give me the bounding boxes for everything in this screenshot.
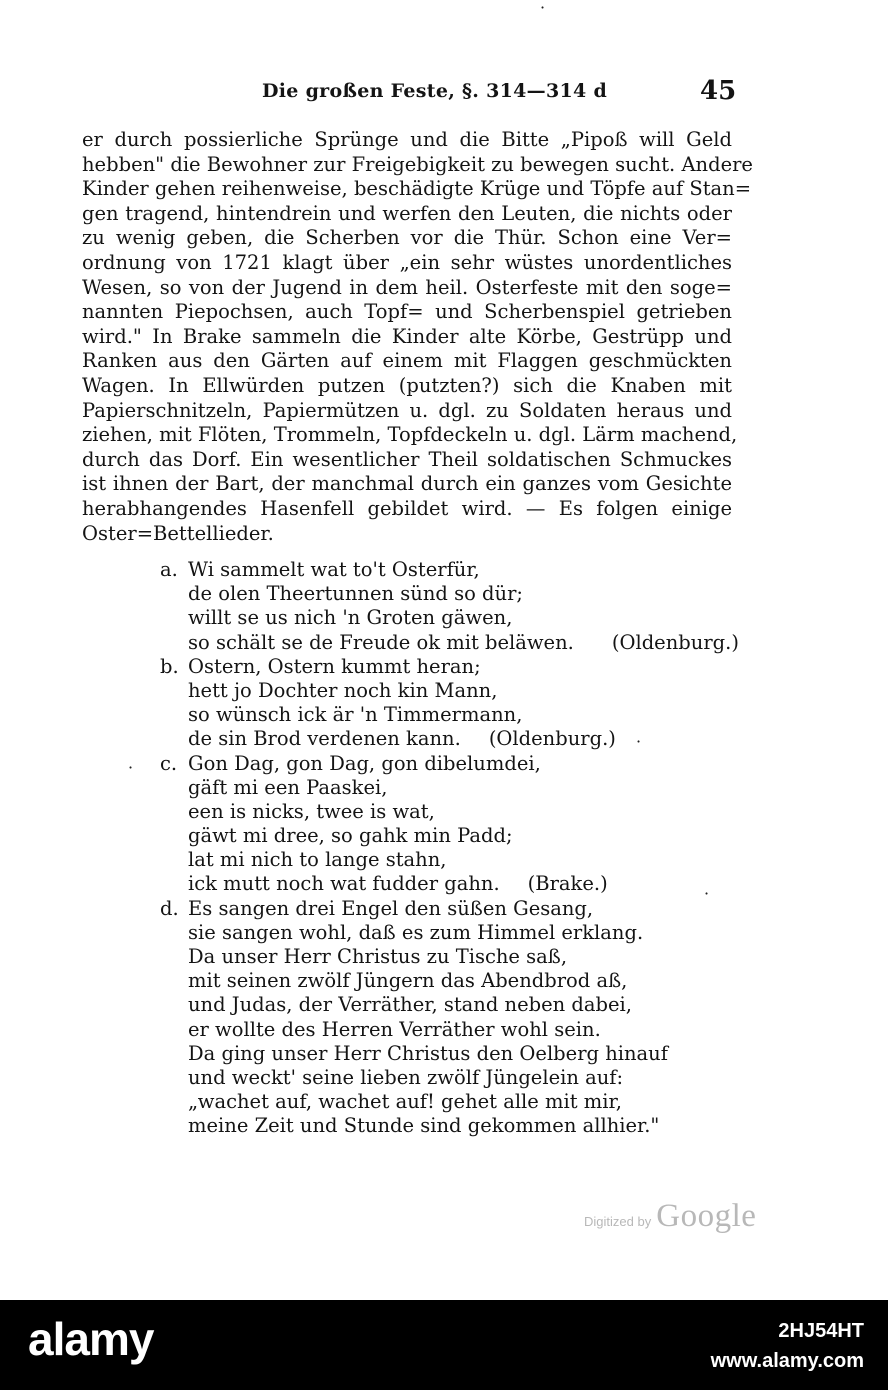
page-header [0,76,888,116]
image-id: 2HJ54HT [778,1320,864,1342]
song-line: willt se us nich 'n Groten gäwen, [188,606,513,630]
song-line: een is nicks, twee is wat, [188,799,435,823]
body-line: wird." In Brake sammeln die Kinder alte Körbe, Gestrüpp und [82,324,732,348]
body-line: Papierschnitzeln, Papiermützen u. dgl. zu Soldaten heraus und [82,398,732,422]
digitized-by-credit [584,1198,756,1235]
body-line: ziehen, mit Flöten, Trommeln, Topfdeckeln u. dgl. Lärm machend, [82,423,738,447]
song-line: Da unser Herr Christus zu Tische saß, [188,945,568,968]
song-line: so schält se de Freude ok mit beläwen. [188,630,574,654]
song-line-final [160,727,760,751]
scan-speck: · [704,884,710,903]
digitized-by-label: Digitized by [584,1214,652,1229]
song-line: hett jo Dochter noch kin Mann, [188,678,498,702]
body-line: ordnung von 1721 klagt über „ein sehr wüstes unordentliches [82,250,732,274]
body-paragraph [82,128,753,546]
song-line: Wi sammelt wat to't Osterfür, [188,558,480,581]
google-wordmark: Google [656,1198,757,1234]
song-line: lat mi nich to lange stahn, [188,848,447,872]
song-line: de sin Brod verdenen kann. [188,727,461,751]
song-label: b. [160,654,179,678]
song-list [160,558,760,1139]
song-line: „wachet auf, wachet auf! gehet alle mit mir, [188,1090,622,1114]
song-line: so wünsch ick är 'n Timmermann, [188,703,523,727]
song-line: mit seinen zwölf Jüngern das Abendbrod aß, [188,969,628,993]
song-line: gäft mi een Paaskei, [188,775,388,799]
song-line: Da ging unser Herr Christus den Oelberg hinauf [188,1041,668,1065]
body-line: hebben" die Bewohner zur Freigebigkeit zu bewegen sucht. Andere [82,152,753,176]
song-line: ick mutt noch wat fudder gahn. [188,872,500,896]
song-line: er wollte des Herren Verräther wohl sein. [188,1017,601,1041]
body-line: durch das Dorf. Ein wesentlicher Theil soldatischen Schmuckes [82,447,732,471]
song-line: meine Zeit und Stunde sind gekommen allhier." [188,1114,660,1138]
body-line: Wagen. In Ellwürden putzen (putzten?) sich die Knaben mit [82,373,732,397]
body-line: Ranken aus den Gärten auf einem mit Flaggen geschmückten [82,349,732,373]
song-b [160,655,760,752]
song-d [160,897,760,1139]
running-title: Die großen Feste, §. 314—314 d [262,80,608,102]
song-line: Gon Dag, gon Dag, gon dibelumdei, [188,751,541,775]
body-line: zu wenig geben, die Scherben vor die Thür. Schon eine Ver= [82,226,732,250]
song-line-final [160,872,760,896]
song-label: a. [160,558,178,581]
page-number: 45 [700,76,737,106]
song-line: gäwt mi dree, so gahk min Padd; [188,824,513,848]
alamy-logo: alamy [28,1313,154,1365]
body-line: ist ihnen der Bart, der manchmal durch ein ganzes vom Gesichte [82,472,732,496]
song-source: (Brake.) [527,872,608,896]
song-line: sie sangen wohl, daß es zum Himmel erklang. [188,920,644,944]
song-source: (Oldenburg.) [488,727,616,751]
song-line: de olen Theertunnen sünd so dür; [188,582,523,606]
song-line: und weckt' seine lieben zwölf Jüngelein auf: [188,1065,624,1089]
body-line: herabhangendes Hasenfell gebildet wird. — Es folgen einige [82,496,732,520]
song-line: und Judas, der Verräther, stand neben dabei, [188,993,632,1017]
scan-speck: · [636,732,642,751]
song-c [160,752,760,897]
scan-speck: · [540,0,546,17]
song-label: c. [160,751,178,775]
song-a [160,558,760,655]
body-line: Oster=Bettellieder. [82,521,274,545]
song-line-final [160,631,760,655]
body-line: gen tragend, hintendrein und werfen den Leuten, die nichts oder [82,201,732,225]
song-line: Es sangen drei Engel den süßen Gesang, [188,896,594,920]
site-url: www.alamy.com [710,1350,864,1372]
body-line: er durch possierliche Sprünge und die Bitte „Pipoß will Geld [82,128,732,151]
song-label: d. [160,896,179,920]
song-source: (Oldenburg.) [611,630,739,654]
song-line: Ostern, Ostern kummt heran; [188,654,481,678]
body-line: Kinder gehen reihenweise, beschädigte Krüge und Töpfe auf Stan= [82,177,752,201]
stock-banner [0,1300,888,1390]
scan-speck: · [128,758,134,777]
body-line: Wesen, so von der Jugend in dem heil. Osterfeste mit den soge= [82,275,732,299]
body-line: nannten Piepochsen, auch Topf= und Scherbenspiel getrieben [82,300,732,324]
